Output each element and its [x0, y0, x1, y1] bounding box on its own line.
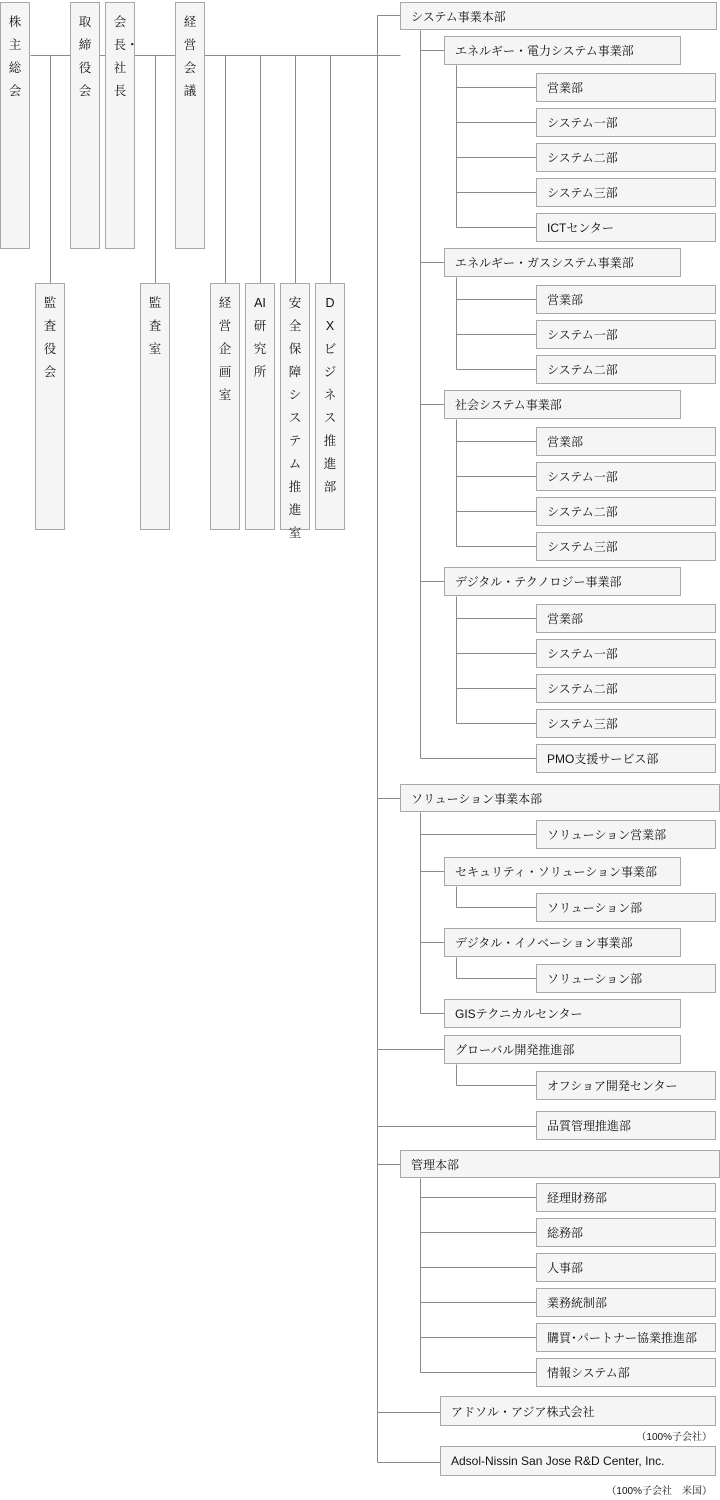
- org-box-system-hq: [400, 2, 717, 30]
- org-label-corporate-planning: 経営企画室: [218, 296, 232, 402]
- org-box-dept: [536, 178, 716, 207]
- org-box-dept: [536, 462, 716, 491]
- org-box-dept: [536, 1323, 716, 1352]
- org-label-digital-innovation-division: デジタル・イノベーション事業部: [455, 936, 633, 950]
- org-label-ai-lab: AI研究所: [253, 296, 267, 379]
- org-box-dept: [536, 497, 716, 526]
- org-box-dept: [536, 1218, 716, 1247]
- org-label-energy-gas-division: エネルギー・ガスシステム事業部: [455, 256, 634, 270]
- org-box-energy-power-division: [444, 36, 681, 65]
- org-box-shareholders: [0, 2, 30, 249]
- org-label-dept: 情報システム部: [547, 1366, 630, 1380]
- org-box-solution-sales: [536, 820, 716, 849]
- org-label-dept: 営業部: [547, 435, 584, 449]
- org-label-safety-promotion: 安全保障システム推進室: [288, 296, 302, 540]
- org-box-admin-hq: [400, 1150, 720, 1178]
- org-label-chairman-president: 会長・社長: [113, 15, 139, 98]
- org-box-social-division: [444, 390, 681, 419]
- org-box-dept: [536, 709, 716, 738]
- org-box-dept: [536, 355, 716, 384]
- org-label-dept: システム一部: [547, 647, 618, 661]
- org-box-subsidiary-sanjose: [440, 1446, 716, 1476]
- org-box-dept: [536, 1358, 716, 1387]
- org-box-ai-lab: [245, 283, 275, 530]
- org-label-security-division: セキュリティ・ソリューション事業部: [455, 865, 657, 879]
- org-label-dept: システム二部: [547, 682, 618, 696]
- org-label-pmo: PMO支援サービス部: [547, 752, 659, 766]
- org-box-dept: [536, 674, 716, 703]
- org-label-energy-power-division: エネルギー・電力システム事業部: [455, 44, 634, 58]
- org-box-quality: [536, 1111, 716, 1140]
- org-label-solution-hq: ソリューション事業本部: [411, 791, 543, 806]
- org-box-audit-board: [35, 283, 65, 530]
- subsidiary-note: （100%子会社）: [636, 1432, 712, 1443]
- org-label-dept: システム二部: [547, 151, 618, 165]
- org-label-dept: 人事部: [547, 1261, 584, 1275]
- org-box-subsidiary-asia: [440, 1396, 716, 1426]
- org-box-dept: [536, 108, 716, 137]
- org-box-energy-gas-division: [444, 248, 681, 277]
- org-box-pmo: [536, 744, 716, 773]
- org-box-chairman-president: [105, 2, 139, 249]
- org-label-admin-hq: 管理本部: [411, 1157, 460, 1172]
- org-box-dept: [536, 213, 716, 242]
- org-box-dept: [536, 73, 716, 102]
- org-box-audit-office: [140, 283, 170, 530]
- org-label-dept: システム二部: [547, 363, 618, 377]
- org-label-dept: 総務部: [547, 1226, 584, 1240]
- org-box-offshore-center: [536, 1071, 716, 1100]
- org-label-social-division: 社会システム事業部: [455, 398, 562, 412]
- org-label-management-council: 経営会議: [183, 15, 197, 98]
- org-label-global-dev: グローバル開発推進部: [455, 1043, 575, 1057]
- org-box-dept: [536, 427, 716, 456]
- org-label-digital-tech-division: デジタル・テクノロジー事業部: [455, 575, 622, 589]
- org-label-dept: システム二部: [547, 505, 618, 519]
- org-label-dept: 業務統制部: [547, 1296, 608, 1310]
- org-box-digital-innovation-division: [444, 928, 681, 957]
- org-label-dept: システム一部: [547, 328, 618, 342]
- org-box-solution-hq: [400, 784, 720, 812]
- org-label-dept: システム三部: [547, 717, 618, 731]
- org-label-dept: 営業部: [547, 81, 584, 95]
- org-label-audit-board: 監査役会: [43, 296, 57, 379]
- org-label-audit-office: 監査室: [148, 296, 162, 356]
- org-label-dept: ソリューション部: [547, 901, 643, 915]
- org-box-dept: [536, 1183, 716, 1212]
- org-box-board: [70, 2, 100, 249]
- org-label-dept: ICTセンター: [547, 221, 614, 235]
- org-label-dx-business: DXビジネス推進部: [323, 296, 337, 494]
- org-box-dept: [536, 1288, 716, 1317]
- org-box-corporate-planning: [210, 283, 240, 530]
- org-label-board: 取締役会: [78, 15, 92, 98]
- org-label-dept: システム一部: [547, 116, 618, 130]
- org-box-dept: [536, 639, 716, 668]
- org-label-quality: 品質管理推進部: [547, 1119, 632, 1133]
- org-label-dept: 購買･パートナー協業推進部: [547, 1331, 698, 1345]
- org-label-dept: 営業部: [547, 293, 584, 307]
- org-box-safety-promotion: [280, 283, 310, 540]
- org-label-dept: ソリューション部: [547, 972, 643, 986]
- org-box-dept: [536, 320, 716, 349]
- org-box-dept: [536, 285, 716, 314]
- org-box-dept: [536, 532, 716, 561]
- org-box-dept: [536, 893, 716, 922]
- org-label-gis-center: GISテクニカルセンター: [455, 1007, 583, 1021]
- org-label-dept: システム三部: [547, 186, 618, 200]
- org-label-system-hq: システム事業本部: [411, 9, 506, 24]
- org-label-subsidiary-asia: アドソル・アジア株式会社: [451, 1404, 595, 1419]
- org-label-offshore-center: オフショア開発センター: [547, 1079, 678, 1093]
- org-label-subsidiary-sanjose: Adsol-Nissin San Jose R&D Center, Inc.: [451, 1454, 665, 1468]
- org-box-security-division: [444, 857, 681, 886]
- org-box-dept: [536, 143, 716, 172]
- org-label-dept: システム一部: [547, 470, 618, 484]
- org-label-dept: システム三部: [547, 540, 618, 554]
- org-label-dept: 営業部: [547, 612, 584, 626]
- org-box-dept: [536, 964, 716, 993]
- subsidiary-note: （100%子会社 米国）: [606, 1486, 712, 1497]
- org-box-gis-center: [444, 999, 681, 1028]
- org-label-solution-sales: ソリューション営業部: [547, 828, 667, 842]
- org-box-digital-tech-division: [444, 567, 681, 596]
- org-label-shareholders: 株主総会: [8, 15, 22, 98]
- org-box-dept: [536, 604, 716, 633]
- org-label-dept: 経理財務部: [547, 1191, 608, 1205]
- org-box-dept: [536, 1253, 716, 1282]
- org-box-dx-business: [315, 283, 345, 530]
- org-box-management-council: [175, 2, 205, 249]
- org-box-global-dev: [444, 1035, 681, 1064]
